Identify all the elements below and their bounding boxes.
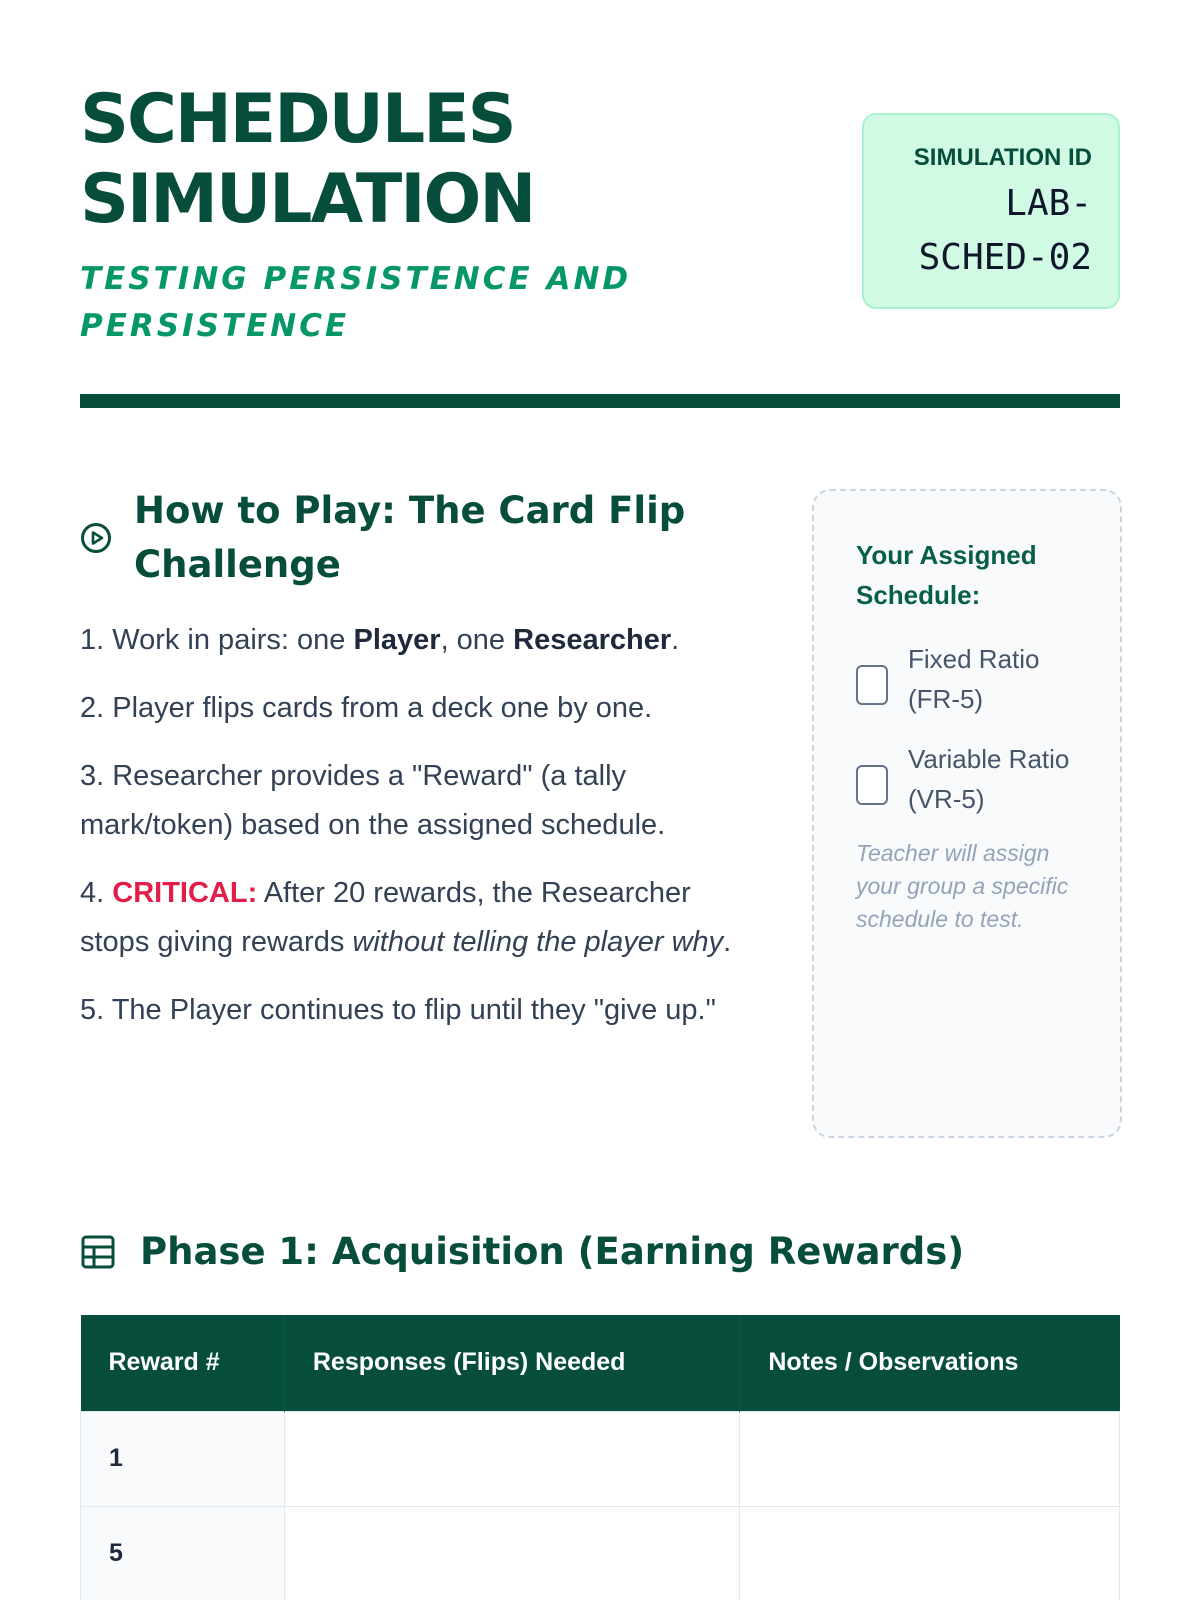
- variable-ratio-checkbox[interactable]: [856, 765, 888, 805]
- simulation-id-value: LAB- SCHED-02: [918, 183, 1092, 278]
- simulation-id-label: SIMULATION ID: [913, 144, 1092, 171]
- column-header-responses: Responses (Flips) Needed: [284, 1315, 739, 1411]
- step-5: 5. The Player continues to flip until they "give up.": [80, 994, 716, 1026]
- title-line-1: SCHEDULES: [80, 80, 515, 159]
- table-grid-icon: [80, 1234, 116, 1270]
- header-divider: [80, 394, 1120, 408]
- step-4-emphasis: without telling the player why: [352, 926, 724, 958]
- responses-cell[interactable]: [284, 1411, 739, 1506]
- step-1: [80, 616, 760, 665]
- step-4: [80, 869, 760, 967]
- phase-1-title: Phase 1: Acquisition (Earning Rewards): [140, 1230, 965, 1273]
- table-row: [81, 1506, 1120, 1600]
- assigned-schedule-panel: [812, 489, 1122, 1138]
- page-header: [80, 80, 1120, 420]
- instruction-steps: [80, 616, 760, 1035]
- column-header-notes: Notes / Observations: [740, 1315, 1120, 1411]
- title-line-2: SIMULATION: [80, 160, 535, 239]
- notes-cell[interactable]: [740, 1506, 1120, 1600]
- role-player: Player: [353, 624, 441, 656]
- play-circle-icon: [80, 522, 112, 554]
- how-to-play-title: How to Play: The Card Flip Challenge: [134, 489, 686, 586]
- page-subtitle: TESTING PERSISTENCE AND PERSISTENCE: [80, 261, 632, 344]
- column-header-reward: Reward #: [81, 1315, 285, 1411]
- role-researcher: Researcher: [513, 624, 672, 656]
- reward-number-cell: 1: [81, 1411, 285, 1506]
- step-2: 2. Player flips cards from a deck one by one.: [80, 692, 653, 724]
- fixed-ratio-label: Fixed Ratio (FR-5): [908, 644, 1040, 714]
- variable-ratio-label: Variable Ratio (VR-5): [908, 744, 1070, 814]
- table-header-row: [81, 1315, 1120, 1411]
- how-to-play-heading: [80, 484, 760, 592]
- critical-label: CRITICAL:: [112, 877, 258, 909]
- fixed-ratio-checkbox[interactable]: [856, 665, 888, 705]
- how-to-play-section: [80, 484, 760, 1054]
- notes-cell[interactable]: [740, 1411, 1120, 1506]
- option-fixed-ratio[interactable]: [856, 639, 1090, 719]
- simulation-id-badge: [862, 113, 1120, 309]
- reward-number-cell: 5: [81, 1506, 285, 1600]
- acquisition-table: [80, 1315, 1120, 1600]
- table-row: [81, 1411, 1120, 1506]
- step-1-end: .: [671, 624, 680, 656]
- assignment-note: Teacher will assign your group a specific schedule to test.: [856, 840, 1069, 932]
- step-1-text: 1. Work in pairs: one: [80, 624, 354, 656]
- step-3: 3. Researcher provides a "Reward" (a tally mark/token) based on the assigned schedule.: [80, 760, 666, 841]
- step-4-end: .: [723, 926, 732, 958]
- step-4-text: After 20 rewards, the Researcher stops giving rewards: [80, 877, 691, 958]
- assigned-schedule-title: Your Assigned Schedule:: [856, 540, 1037, 610]
- option-variable-ratio[interactable]: [856, 739, 1090, 819]
- step-1-text-2: , one: [440, 624, 514, 656]
- responses-cell[interactable]: [284, 1506, 739, 1600]
- step-4-number: 4.: [80, 877, 113, 909]
